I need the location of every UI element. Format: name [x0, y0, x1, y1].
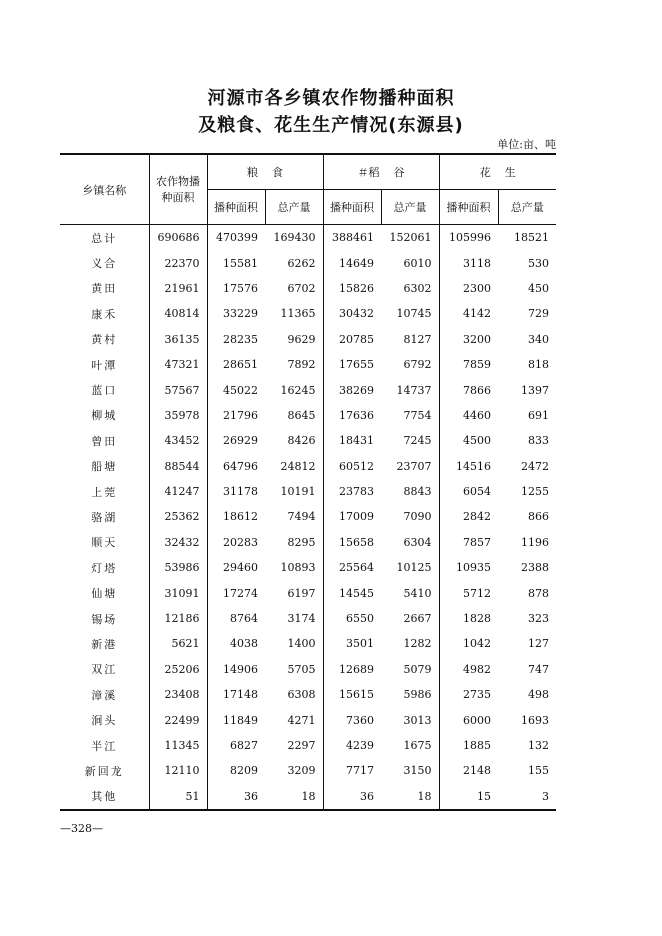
peanut-area-cell: 4460 [463, 408, 491, 422]
rice-area-cell: 25564 [339, 561, 374, 575]
header-rice: ＃稻 谷 [323, 154, 439, 190]
rice-output-cell: 1282 [381, 631, 439, 656]
table-row [60, 479, 556, 504]
grain-area-cell: 21796 [223, 408, 258, 422]
crop-area-cell: 23408 [149, 682, 207, 707]
peanut-output-cell: 691 [528, 408, 549, 422]
township-name-cell: 新回龙 [60, 758, 149, 783]
peanut-area-cell: 2148 [463, 764, 491, 778]
township-name-cell: 康禾 [60, 301, 149, 326]
grain-area-cell: 36 [207, 784, 265, 810]
header-rice-area: 播种面积 [323, 190, 381, 225]
header-crop-area: 农作物播种面积 [149, 154, 207, 225]
peanut-area-cell: 2842 [463, 510, 491, 524]
peanut-output-cell: 18521 [514, 231, 549, 245]
peanut-area-cell: 4142 [463, 307, 491, 321]
rice-area-cell: 388461 [332, 231, 374, 245]
rice-output-cell: 7245 [381, 428, 439, 453]
peanut-output-cell: 2472 [521, 459, 549, 473]
grain-output-cell: 16245 [265, 377, 323, 402]
rice-output-cell: 7090 [381, 504, 439, 529]
township-name-cell: 仙塘 [60, 580, 149, 605]
header-peanut-area: 播种面积 [439, 190, 498, 225]
crop-area-cell: 25206 [149, 657, 207, 682]
crop-area-cell: 32432 [149, 530, 207, 555]
header-grain: 粮 食 [207, 154, 323, 190]
header-township: 乡镇名称 [60, 154, 149, 225]
township-name-cell: 漳溪 [60, 682, 149, 707]
rice-area-cell: 15658 [339, 535, 374, 549]
grain-output-cell: 24812 [265, 454, 323, 479]
rice-output-cell: 3150 [381, 758, 439, 783]
table-row [60, 733, 556, 758]
township-name-cell: 灯塔 [60, 555, 149, 580]
rice-output-cell: 10125 [381, 555, 439, 580]
rice-area-cell: 36 [323, 784, 381, 810]
rice-area-cell: 15615 [339, 688, 374, 702]
peanut-area-cell: 1042 [463, 637, 491, 651]
rice-area-cell: 4239 [346, 739, 374, 752]
peanut-output-cell: 498 [528, 688, 549, 702]
peanut-output-cell: 1196 [521, 535, 549, 549]
rice-area-cell: 14545 [339, 586, 374, 600]
statistics-table [60, 153, 556, 811]
crop-area-cell: 43452 [149, 428, 207, 453]
township-name-cell: 叶潭 [60, 352, 149, 377]
table-row [60, 530, 556, 555]
township-name-cell: 顺天 [60, 530, 149, 555]
table-row [60, 454, 556, 479]
grain-output-cell: 6702 [265, 276, 323, 301]
crop-area-cell: 25362 [149, 504, 207, 529]
grain-output-cell: 3174 [265, 606, 323, 631]
grain-area-cell: 64796 [223, 459, 258, 473]
grain-area-cell: 8209 [230, 764, 258, 778]
table-row [60, 250, 556, 275]
rice-area-cell: 17636 [339, 408, 374, 422]
unit-label: 单位:亩、吨 [497, 138, 556, 151]
table-row [60, 784, 556, 810]
grain-area-cell: 8764 [230, 612, 258, 626]
grain-output-cell: 8426 [265, 428, 323, 453]
grain-area-cell: 14906 [223, 662, 258, 676]
header-peanut: 花 生 [439, 154, 556, 190]
table-row [60, 707, 556, 732]
grain-area-cell: 6827 [230, 739, 258, 752]
crop-area-cell: 41247 [149, 479, 207, 504]
rice-area-cell: 17009 [339, 510, 374, 524]
rice-output-cell: 8843 [381, 479, 439, 504]
header-row-1 [60, 154, 556, 190]
grain-output-cell: 10191 [265, 479, 323, 504]
grain-output-cell: 18 [265, 784, 323, 810]
peanut-output-cell: 1693 [521, 713, 549, 727]
grain-area-cell: 17576 [223, 281, 258, 295]
table-row [60, 606, 556, 631]
grain-output-cell: 6262 [265, 250, 323, 275]
table-body [60, 225, 556, 810]
township-name-cell: 其他 [60, 784, 149, 810]
township-name-cell: 柳城 [60, 403, 149, 428]
peanut-output-cell: 450 [528, 281, 549, 295]
peanut-output-cell: 127 [528, 637, 549, 651]
grain-output-cell: 2297 [265, 733, 323, 758]
rice-output-cell: 3013 [381, 707, 439, 732]
township-name-cell: 曾田 [60, 428, 149, 453]
rice-output-cell: 6792 [381, 352, 439, 377]
township-name-cell: 总计 [60, 225, 149, 251]
header-peanut-output: 总产量 [498, 190, 556, 225]
table-row [60, 276, 556, 301]
crop-area-cell: 35978 [149, 403, 207, 428]
rice-area-cell: 6550 [346, 612, 374, 626]
rice-output-cell: 5410 [381, 580, 439, 605]
grain-area-cell: 26929 [223, 434, 258, 448]
crop-area-cell: 53986 [149, 555, 207, 580]
rice-area-cell: 14649 [339, 256, 374, 270]
rice-output-cell: 2667 [381, 606, 439, 631]
grain-area-cell: 470399 [216, 231, 258, 245]
rice-area-cell: 7360 [346, 713, 374, 727]
rice-output-cell: 6010 [381, 250, 439, 275]
rice-output-cell: 23707 [381, 454, 439, 479]
peanut-output-cell: 833 [528, 434, 549, 448]
grain-area-cell: 4038 [230, 637, 258, 651]
rice-area-cell: 38269 [339, 383, 374, 397]
peanut-output-cell: 818 [528, 358, 549, 372]
peanut-area-cell: 7859 [463, 358, 491, 372]
township-name-cell: 上莞 [60, 479, 149, 504]
rice-area-cell: 18431 [339, 434, 374, 448]
peanut-output-cell: 2388 [521, 561, 549, 575]
rice-output-cell: 5986 [381, 682, 439, 707]
crop-area-cell: 12186 [149, 606, 207, 631]
peanut-area-cell: 2735 [463, 688, 491, 702]
peanut-area-cell: 7866 [463, 383, 491, 397]
rice-area-cell: 17655 [339, 358, 374, 372]
peanut-area-cell: 105996 [449, 231, 491, 245]
grain-output-cell: 7892 [265, 352, 323, 377]
township-name-cell: 骆湖 [60, 504, 149, 529]
grain-area-cell: 17274 [223, 586, 258, 600]
township-name-cell: 锡场 [60, 606, 149, 631]
peanut-output-cell: 340 [528, 332, 549, 346]
table-row [60, 504, 556, 529]
peanut-area-cell: 3118 [463, 256, 491, 270]
township-name-cell: 新港 [60, 631, 149, 656]
peanut-output-cell: 323 [528, 612, 549, 626]
peanut-area-cell: 6054 [463, 485, 491, 499]
crop-area-cell: 40814 [149, 301, 207, 326]
peanut-area-cell: 6000 [463, 713, 491, 727]
township-name-cell: 蓝口 [60, 377, 149, 402]
crop-area-cell: 21961 [149, 276, 207, 301]
grain-output-cell: 8645 [265, 403, 323, 428]
crop-area-cell: 11345 [149, 733, 207, 758]
table-row [60, 580, 556, 605]
crop-area-cell: 88544 [149, 454, 207, 479]
township-name-cell: 黄村 [60, 327, 149, 352]
rice-output-cell: 7754 [381, 403, 439, 428]
rice-output-cell: 1675 [381, 733, 439, 758]
table-row [60, 327, 556, 352]
township-name-cell: 黄田 [60, 276, 149, 301]
peanut-area-cell: 1828 [463, 612, 491, 626]
grain-output-cell: 7494 [265, 504, 323, 529]
crop-area-cell: 690686 [149, 225, 207, 251]
peanut-output-cell: 747 [528, 662, 549, 676]
peanut-area-cell: 4982 [463, 662, 491, 676]
grain-output-cell: 8295 [265, 530, 323, 555]
table-row [60, 555, 556, 580]
rice-area-cell: 3501 [346, 637, 374, 651]
peanut-area-cell: 3200 [463, 332, 491, 346]
grain-output-cell: 5705 [265, 657, 323, 682]
table-row [60, 352, 556, 377]
grain-area-cell: 17148 [223, 688, 258, 702]
rice-area-cell: 30432 [339, 307, 374, 321]
peanut-output-cell: 1397 [521, 383, 549, 397]
peanut-area-cell: 15 [439, 784, 498, 810]
peanut-output-cell: 729 [528, 307, 549, 321]
rice-output-cell: 152061 [381, 225, 439, 251]
grain-area-cell: 28235 [223, 332, 258, 346]
grain-area-cell: 29460 [223, 561, 258, 575]
peanut-area-cell: 2300 [463, 281, 491, 295]
rice-area-cell: 60512 [339, 459, 374, 473]
rice-output-cell: 6304 [381, 530, 439, 555]
grain-output-cell: 169430 [265, 225, 323, 251]
township-name-cell: 涧头 [60, 707, 149, 732]
table-row [60, 403, 556, 428]
township-name-cell: 半江 [60, 733, 149, 758]
rice-area-cell: 15826 [339, 281, 374, 295]
grain-output-cell: 1400 [265, 631, 323, 656]
table-row [60, 631, 556, 656]
crop-area-cell: 36135 [149, 327, 207, 352]
peanut-area-cell: 4500 [463, 434, 491, 448]
rice-output-cell: 6302 [381, 276, 439, 301]
table-row [60, 682, 556, 707]
rice-area-cell: 7717 [346, 764, 374, 778]
table-row [60, 428, 556, 453]
crop-area-cell: 22370 [149, 250, 207, 275]
crop-area-cell: 5621 [149, 631, 207, 656]
peanut-output-cell: 530 [528, 256, 549, 270]
peanut-area-cell: 10935 [456, 561, 491, 575]
rice-area-cell: 23783 [339, 485, 374, 499]
grain-area-cell: 33229 [223, 307, 258, 321]
crop-area-cell: 12110 [149, 758, 207, 783]
crop-area-cell: 31091 [149, 580, 207, 605]
crop-area-cell: 47321 [149, 352, 207, 377]
table-row [60, 225, 556, 251]
rice-output-cell: 18 [381, 784, 439, 810]
table-row [60, 758, 556, 783]
crop-area-cell: 57567 [149, 377, 207, 402]
grain-output-cell: 6308 [265, 682, 323, 707]
township-name-cell: 义合 [60, 250, 149, 275]
peanut-output-cell: 1255 [521, 485, 549, 499]
peanut-output-cell: 155 [528, 764, 549, 778]
grain-output-cell: 6197 [265, 580, 323, 605]
rice-output-cell: 14737 [381, 377, 439, 402]
table-row [60, 301, 556, 326]
grain-output-cell: 9629 [265, 327, 323, 352]
grain-area-cell: 31178 [223, 485, 258, 499]
header-grain-output: 总产量 [265, 190, 323, 225]
grain-area-cell: 45022 [223, 383, 258, 397]
township-name-cell: 船塘 [60, 454, 149, 479]
rice-area-cell: 12689 [339, 662, 374, 676]
rice-output-cell: 10745 [381, 301, 439, 326]
grain-output-cell: 4271 [265, 707, 323, 732]
grain-area-cell: 20283 [223, 535, 258, 549]
grain-output-cell: 10893 [265, 555, 323, 580]
peanut-area-cell: 5712 [463, 586, 491, 600]
page-title: 河源市各乡镇农作物播种面积 [207, 88, 455, 109]
peanut-output-cell: 866 [528, 510, 549, 524]
table-row [60, 377, 556, 402]
header-rice-output: 总产量 [381, 190, 439, 225]
peanut-output-cell: 132 [528, 739, 549, 752]
peanut-area-cell: 7857 [463, 535, 491, 549]
rice-output-cell: 8127 [381, 327, 439, 352]
peanut-area-cell: 14516 [456, 459, 491, 473]
crop-area-cell: 22499 [149, 707, 207, 732]
grain-area-cell: 18612 [223, 510, 258, 524]
grain-area-cell: 28651 [223, 358, 258, 372]
grain-area-cell: 15581 [223, 256, 258, 270]
crop-area-cell: 51 [149, 784, 207, 810]
peanut-output-cell: 878 [528, 586, 549, 600]
rice-output-cell: 5079 [381, 657, 439, 682]
table-row [60, 657, 556, 682]
grain-output-cell: 3209 [265, 758, 323, 783]
page-subtitle: 及粮食、花生生产情况(东源县) [198, 115, 464, 136]
page-number: —328— [60, 822, 103, 835]
grain-area-cell: 11849 [223, 713, 258, 727]
grain-output-cell: 11365 [265, 301, 323, 326]
township-name-cell: 双江 [60, 657, 149, 682]
peanut-output-cell: 3 [498, 784, 556, 810]
header-grain-area: 播种面积 [207, 190, 265, 225]
peanut-area-cell: 1885 [463, 739, 491, 752]
rice-area-cell: 20785 [339, 332, 374, 346]
